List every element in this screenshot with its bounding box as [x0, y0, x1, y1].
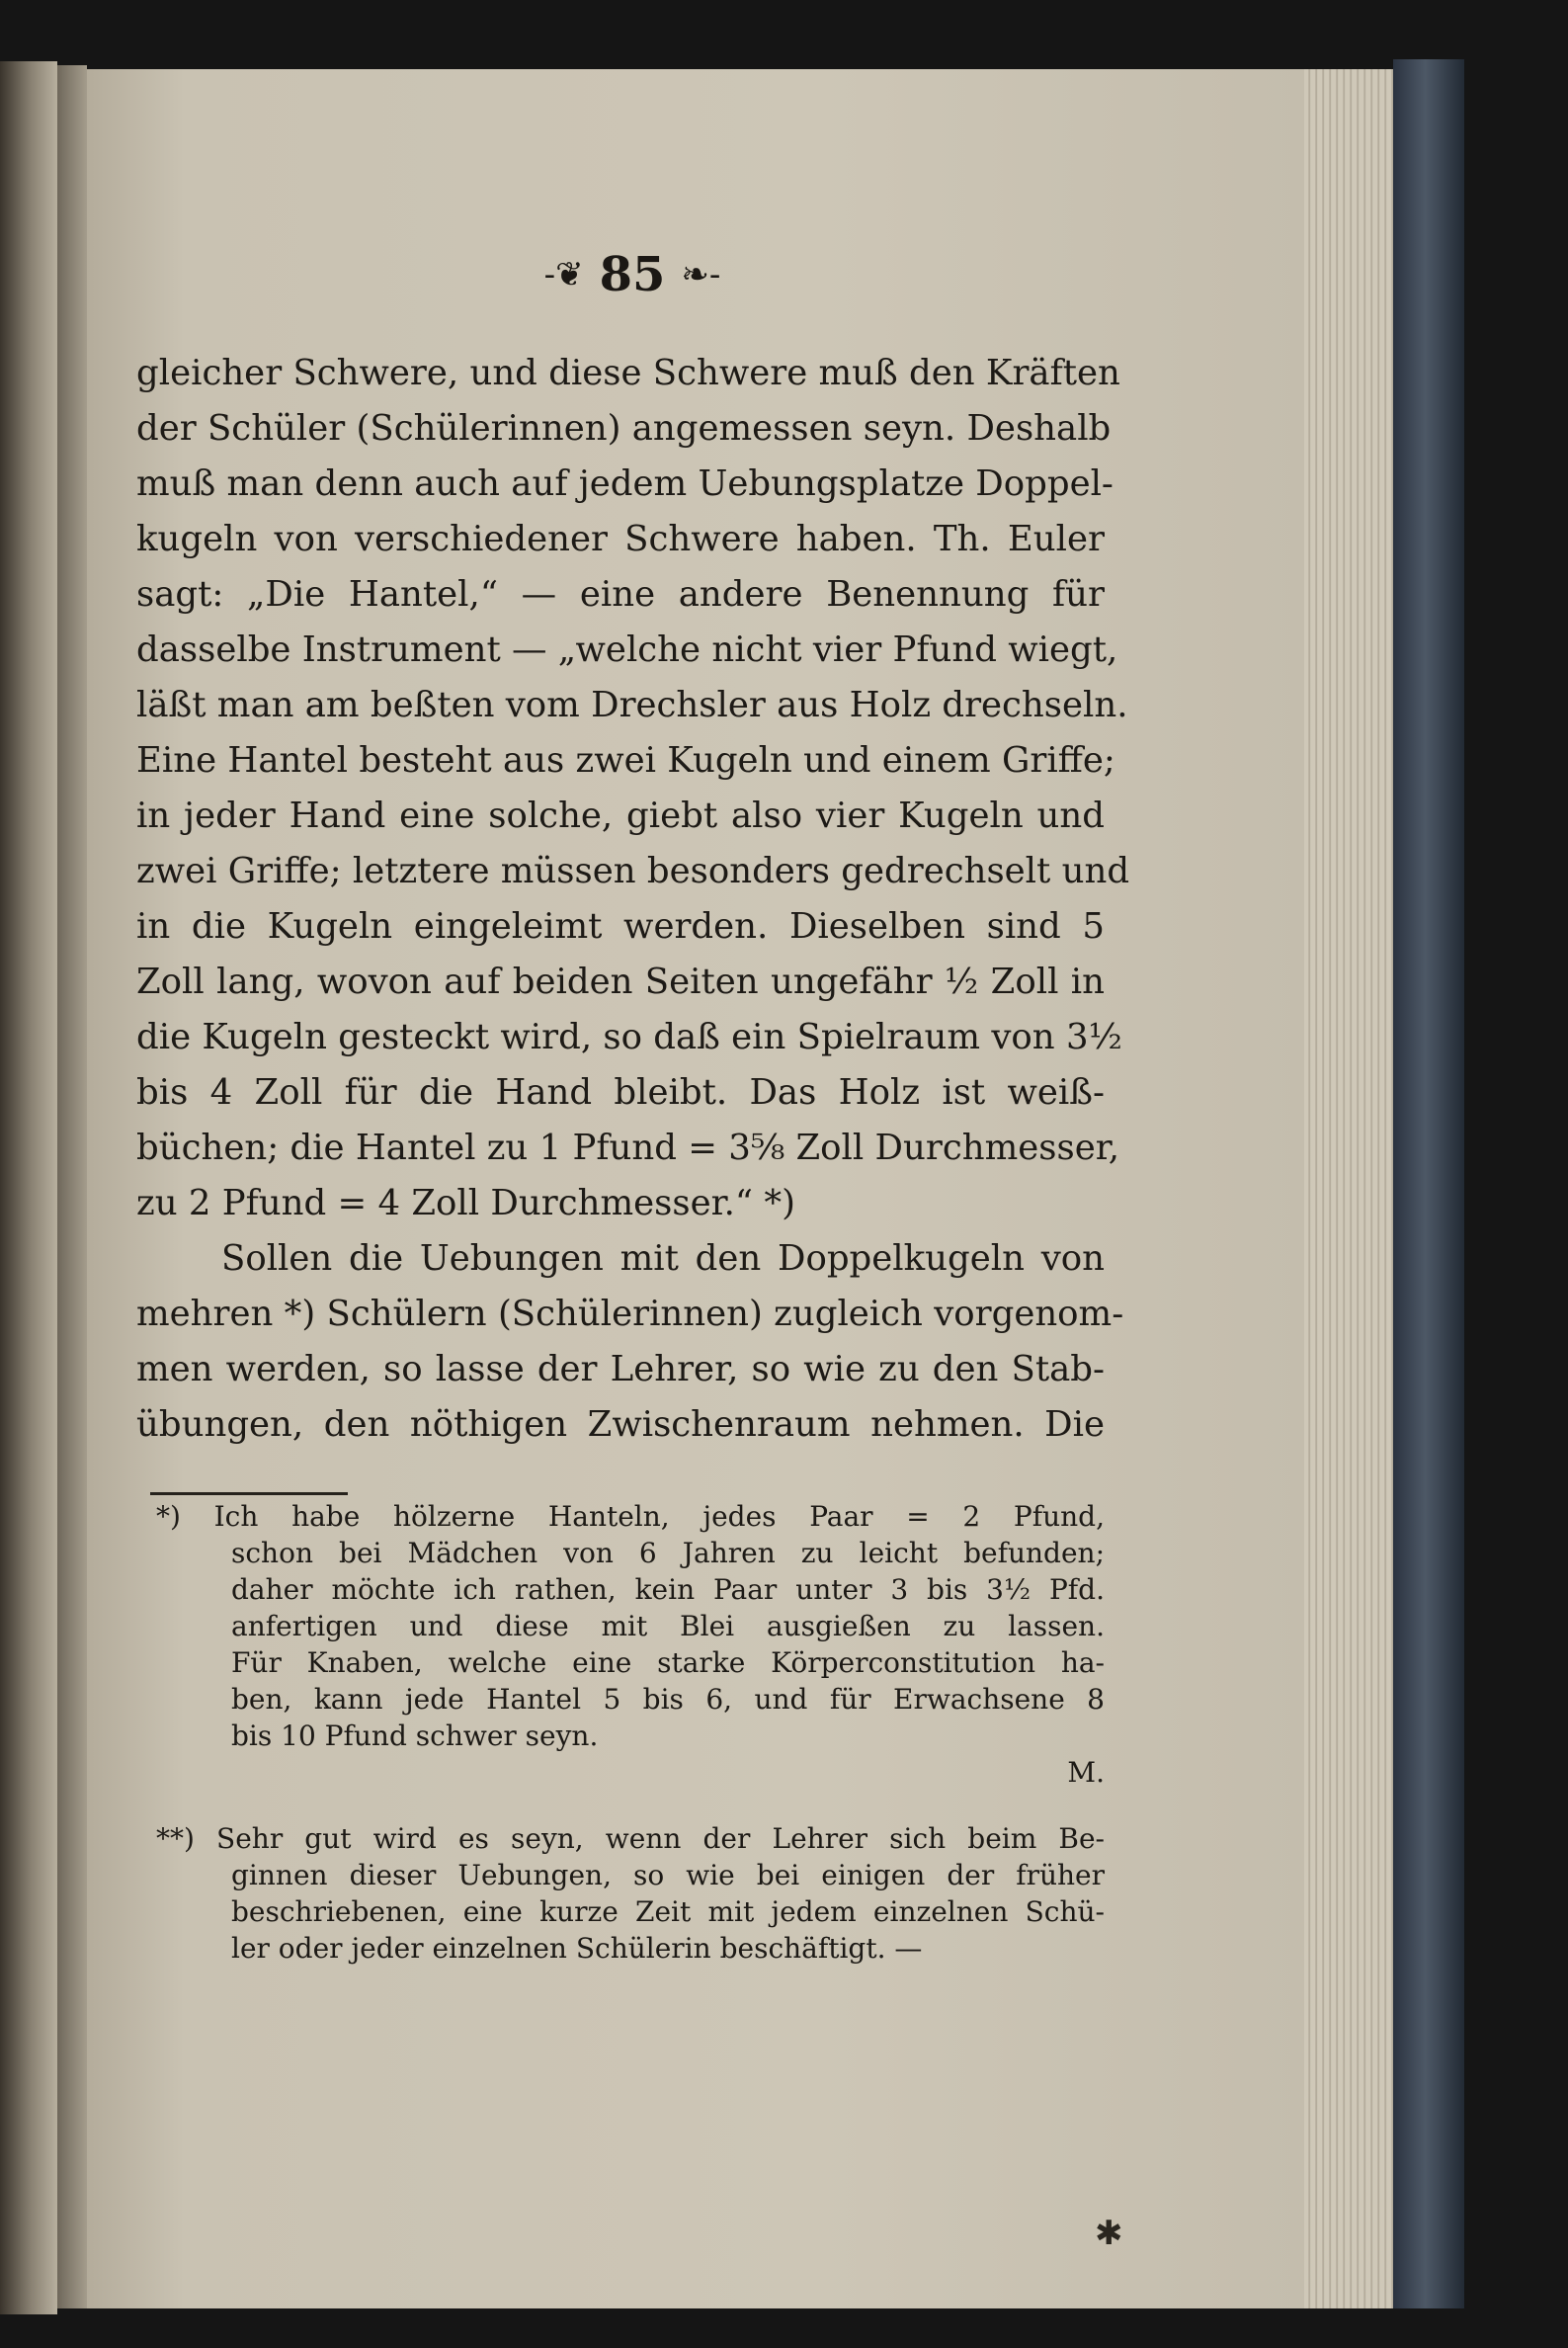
footnote-line: **) Sehr gut wird es seyn, wenn der Lehrer sich beim Be-	[156, 1822, 1105, 1855]
ornament-left-icon: -❦	[543, 255, 584, 294]
page-number: 85	[599, 247, 666, 302]
text-line: men werden, so lasse der Lehrer, so wie zu den Stab-	[136, 1349, 1105, 1389]
footnote-line: ben, kann jede Hantel 5 bis 6, und für Erwachsene 8	[231, 1683, 1105, 1716]
footnote-spacer	[156, 1791, 1105, 1820]
text-line: büchen; die Hantel zu 1 Pfund = 3⅝ Zoll Durchmesser,	[136, 1128, 1120, 1168]
footnote-line: daher möchte ich rathen, kein Paar unter 3 bis 3½ Pfd.	[231, 1573, 1105, 1606]
footnote-divider	[150, 1492, 348, 1495]
footnote-line: anfertigen und diese mit Blei ausgießen zu lassen.	[231, 1610, 1105, 1642]
text-line: sagt: „Die Hantel,“ — eine andere Benennung für	[136, 574, 1105, 615]
text-line: Eine Hantel besteht aus zwei Kugeln und einem Griffe;	[136, 740, 1115, 781]
text-line: muß man denn auch auf jedem Uebungsplatze Doppel-	[136, 463, 1114, 504]
footnote-line: ginnen dieser Uebungen, so wie bei einigen der früher	[231, 1859, 1105, 1891]
text-line: der Schüler (Schülerinnen) angemessen seyn. Deshalb	[136, 408, 1112, 449]
footnote-line: schon bei Mädchen von 6 Jahren zu leicht befunden;	[231, 1537, 1105, 1569]
footnote-line: beschriebenen, eine kurze Zeit mit jedem einzelnen Schü-	[231, 1895, 1105, 1928]
text-line: Sollen die Uebungen mit den Doppelkugeln von	[221, 1238, 1105, 1279]
footnotes	[156, 1498, 1105, 1967]
facing-page-edge	[0, 61, 57, 2314]
ornament-right-icon: ❧-	[681, 255, 721, 294]
text-line: übungen, den nöthigen Zwischenraum nehmen. Die	[136, 1404, 1105, 1445]
text-line: zu 2 Pfund = 4 Zoll Durchmesser.“ *)	[136, 1183, 795, 1223]
text-line: bis 4 Zoll für die Hand bleibt. Das Holz ist weiß-	[136, 1072, 1105, 1113]
text-line: die Kugeln gesteckt wird, so daß ein Spielraum von 3½	[136, 1017, 1122, 1057]
footnote-line: Für Knaben, welche eine starke Körperconstitution ha-	[231, 1646, 1105, 1679]
main-text	[136, 346, 1130, 1453]
book-gutter	[57, 65, 87, 2308]
footnote-signature: M.	[1067, 1756, 1105, 1789]
footnote-line: bis 10 Pfund schwer seyn.	[231, 1719, 599, 1752]
text-line: in die Kugeln eingeleimt werden. Dieselben sind 5	[136, 906, 1105, 947]
text-line: gleicher Schwere, und diese Schwere muß den Kräften	[136, 353, 1120, 393]
text-line: mehren *) Schülern (Schülerinnen) zugleich vorgenom-	[136, 1294, 1124, 1334]
text-line: kugeln von verschiedener Schwere haben. Th. Euler	[136, 519, 1105, 559]
book-cover-edge	[1393, 59, 1464, 2308]
page-block-edges	[1304, 69, 1393, 2308]
text-line: zwei Griffe; letztere müssen besonders gedrechselt und	[136, 851, 1130, 891]
text-line: dasselbe Instrument — „welche nicht vier Pfund wiegt,	[136, 629, 1118, 670]
text-line: Zoll lang, wovon auf beiden Seiten ungefähr ½ Zoll in	[136, 962, 1105, 1002]
text-line: läßt man am beßten vom Drechsler aus Holz drechseln.	[136, 685, 1128, 725]
footnote-line: *) Ich habe hölzerne Hanteln, jedes Paar = 2 Pfund,	[156, 1500, 1105, 1533]
footnote-line: ler oder jeder einzelnen Schülerin beschäftigt. —	[231, 1932, 923, 1965]
text-line: in jeder Hand eine solche, giebt also vier Kugeln und	[136, 796, 1105, 836]
page-header	[474, 245, 790, 304]
ink-mark-icon: ✱	[1095, 2214, 1123, 2253]
